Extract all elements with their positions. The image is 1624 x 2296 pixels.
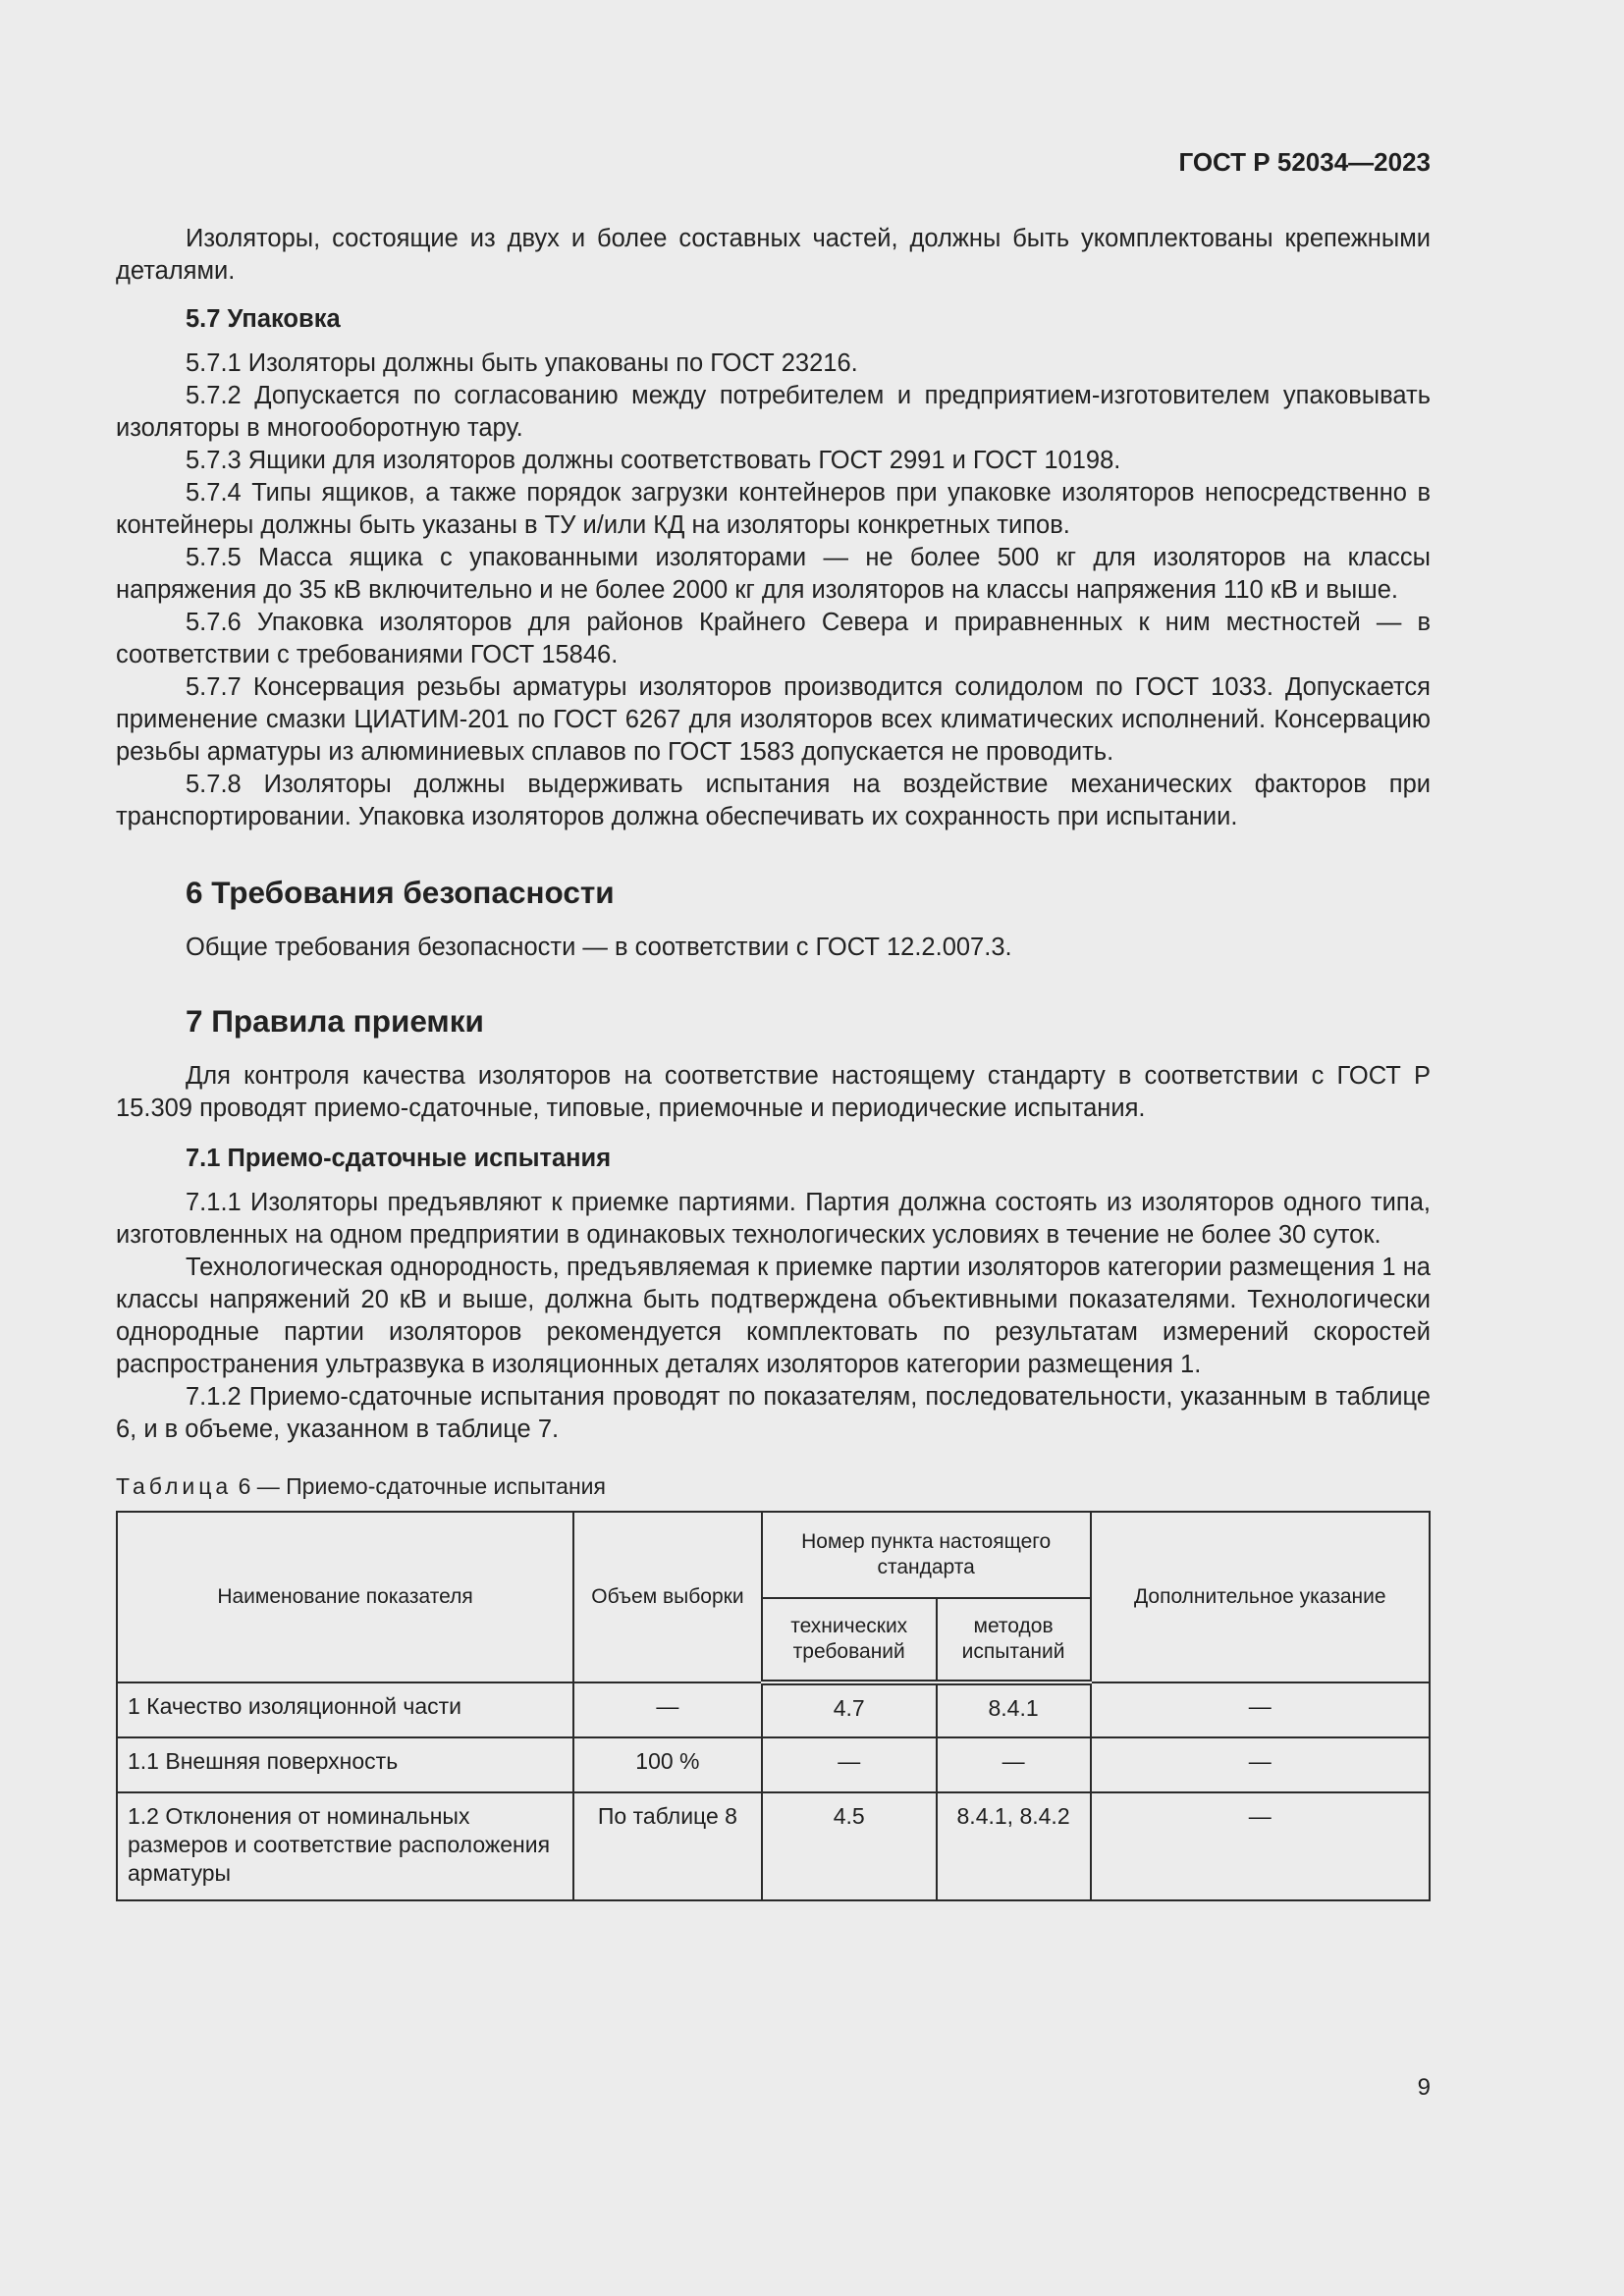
cell-note: — <box>1091 1682 1431 1737</box>
paragraph-7-1-1: 7.1.1 Изоляторы предъявляют к приемке партиями. Партия должна состоять из изоляторов одного типа, изготовленных на одном предприятии в одинаковых технологических условиях в течение не более 30 суток. <box>116 1189 1431 1249</box>
cell-methods: — <box>937 1737 1091 1792</box>
cell-name: 1 Качество изоляционной части <box>117 1682 573 1737</box>
document-body <box>116 223 1431 1901</box>
cell-name: 1.2 Отклонения от номинальных размеров и соответствие расположения арматуры <box>117 1792 573 1900</box>
section-7-heading: 7 Правила приемки <box>186 1003 484 1039</box>
table-row <box>117 1737 1430 1792</box>
header-sample: Объем выборки <box>573 1512 762 1682</box>
section-5-7-heading: 5.7 Упаковка <box>186 305 341 333</box>
cell-methods: 8.4.1, 8.4.2 <box>937 1792 1091 1900</box>
header-clause-group: Номер пункта настоящего стандарта <box>762 1512 1091 1598</box>
table-6-caption <box>116 1471 1431 1501</box>
table-row <box>117 1792 1430 1900</box>
section-7-1-heading: 7.1 Приемо-сдаточные испытания <box>186 1145 612 1172</box>
paragraph-5-7-2: 5.7.2 Допускается по согласованию между потребителем и предприятием-изготовителем упаковывать изоляторы в многооборотную тару. <box>116 382 1431 442</box>
paragraph-6: Общие требования безопасности — в соответствии с ГОСТ 12.2.007.3. <box>186 934 1012 961</box>
cell-methods: 8.4.1 <box>937 1682 1091 1737</box>
cell-name: 1.1 Внешняя поверхность <box>117 1737 573 1792</box>
header-name: Наименование показателя <box>117 1512 573 1682</box>
paragraph-5-7-4: 5.7.4 Типы ящиков, а также порядок загрузки контейнеров при упаковке изоляторов непосредственно в контейнеры должны быть указаны в ТУ и/или КД на изоляторы конкретных типов. <box>116 479 1431 539</box>
table-caption-text: 6 — Приемо-сдаточные испытания <box>232 1473 606 1499</box>
cell-tech: — <box>762 1737 937 1792</box>
document-header: ГОСТ Р 52034—2023 <box>1178 147 1431 177</box>
cell-sample: По таблице 8 <box>573 1792 762 1900</box>
paragraph-5-7-1: 5.7.1 Изоляторы должны быть упакованы по ГОСТ 23216. <box>186 349 858 377</box>
table-6 <box>116 1511 1431 1901</box>
paragraph-5-7-3: 5.7.3 Ящики для изоляторов должны соответствовать ГОСТ 2991 и ГОСТ 10198. <box>186 447 1121 474</box>
section-6-heading: 6 Требования безопасности <box>186 875 615 910</box>
header-methods: методов испытаний <box>937 1598 1091 1682</box>
paragraph-7-1-1-cont: Технологическая однородность, предъявляемая к приемке партии изоляторов категории размещения 1 на классы напряжений 20 кВ и выше, должна быть подтверждена объективными показателями. Технологически однородные партии изоляторов рекомендуется комплектовать по результатам измерений скоростей распространения ультразвука в изоляционных деталях изоляторов категории размещения 1. <box>116 1254 1431 1378</box>
page-number: 9 <box>1417 2074 1431 2101</box>
paragraph-5-7-8: 5.7.8 Изоляторы должны выдерживать испытания на воздействие механических факторов при транспортировании. Упаковка изоляторов должна обеспечивать их сохранность при испытании. <box>116 771 1431 830</box>
header-note: Дополнительное указание <box>1091 1512 1431 1682</box>
paragraph-5-7-6: 5.7.6 Упаковка изоляторов для районов Крайнего Севера и приравненных к ним местностей — в соответствии с требованиями ГОСТ 15846. <box>116 609 1431 668</box>
cell-tech: 4.5 <box>762 1792 937 1900</box>
paragraph-5-7-5: 5.7.5 Масса ящика с упакованными изоляторами — не более 500 кг для изоляторов на классы напряжения до 35 кВ включительно и не более 2000 кг для изоляторов на классы напряжения 110 кВ и выше. <box>116 544 1431 604</box>
header-tech: технических требований <box>762 1598 937 1682</box>
cell-sample: — <box>573 1682 762 1737</box>
paragraph-7: Для контроля качества изоляторов на соответствие настоящему стандарту в соответствии с ГОСТ Р 15.309 проводят приемо-сдаточные, типовые, приемочные и периодические испытания. <box>116 1062 1431 1122</box>
cell-sample: 100 % <box>573 1737 762 1792</box>
cell-note: — <box>1091 1792 1431 1900</box>
table-caption-label: Таблица <box>116 1473 233 1499</box>
intro-paragraph: Изоляторы, состоящие из двух и более составных частей, должны быть укомплектованы крепежными деталями. <box>116 225 1431 285</box>
cell-tech: 4.7 <box>762 1682 937 1737</box>
cell-note: — <box>1091 1737 1431 1792</box>
table-row <box>117 1682 1430 1737</box>
paragraph-5-7-7: 5.7.7 Консервация резьбы арматуры изоляторов производится солидолом по ГОСТ 1033. Допускается применение смазки ЦИАТИМ-201 по ГОСТ 6267 для изоляторов всех климатических исполнений. Консервацию резьбы арматуры из алюминиевых сплавов по ГОСТ 1583 допускается не проводить. <box>116 673 1431 766</box>
paragraph-7-1-2: 7.1.2 Приемо-сдаточные испытания проводят по показателям, последовательности, указанным в таблице 6, и в объеме, указанном в таблице 7. <box>116 1383 1431 1443</box>
